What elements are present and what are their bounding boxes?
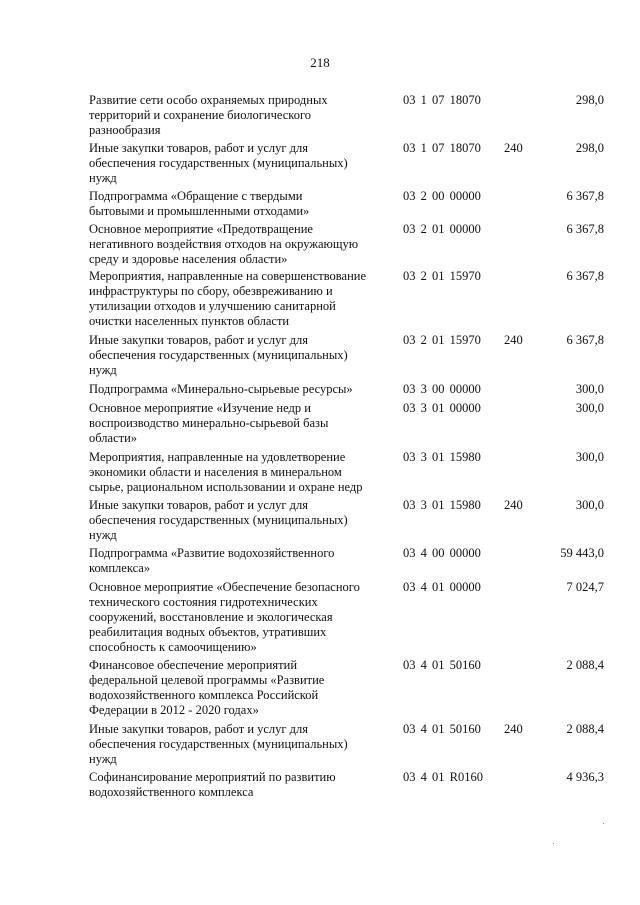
target-article-code: 03 3 00 00000	[403, 382, 481, 396]
row-description: Подпрограмма «Развитие водохозяйственного комплекса»	[89, 546, 335, 575]
row-description: Иные закупки товаров, работ и услуг для обеспечения государственных (муниципальных) нужд	[89, 498, 348, 542]
amount: 300,0	[575, 450, 604, 464]
row-description: Основное мероприятие «Изучение недр и воспроизводство минерально-сырьевой базы области»	[89, 401, 329, 445]
amount: 6 367,8	[566, 189, 604, 203]
page-number: 218	[310, 55, 330, 70]
row-description: Иные закупки товаров, работ и услуг для обеспечения государственных (муниципальных) нужд	[89, 722, 348, 766]
amount: 298,0	[575, 141, 604, 155]
target-article-code: 03 3 01 15980	[403, 450, 481, 464]
expense-type-code: 240	[504, 722, 523, 736]
target-article-code: 03 2 01 00000	[403, 222, 481, 236]
row-description: Иные закупки товаров, работ и услуг для обеспечения государственных (муниципальных) нужд	[89, 333, 348, 377]
amount: 298,0	[575, 93, 604, 107]
target-article-code: 03 2 01 15970	[403, 333, 481, 347]
target-article-code: 03 1 07 18070	[403, 141, 481, 155]
amount: 6 367,8	[566, 222, 604, 236]
target-article-code: 03 4 01 00000	[403, 580, 481, 594]
row-description: Подпрограмма «Минерально-сырьевые ресурсы»	[89, 382, 353, 396]
row-description: Софинансирование мероприятий по развитию водохозяйственного комплекса	[89, 770, 336, 799]
target-article-code: 03 3 01 00000	[403, 401, 481, 415]
row-description: Основное мероприятие «Обеспечение безопасного технического состояния гидротехнических сооружений, восстановление и экологическая реабилитация водных объектов, утративших способность к самоочищению»	[89, 580, 360, 654]
row-description: Подпрограмма «Обращение с твердыми бытовыми и промышленными отходами»	[89, 189, 310, 218]
expense-type-code: 240	[504, 333, 523, 347]
scan-speck	[553, 843, 554, 844]
target-article-code: 03 4 01 50160	[403, 658, 481, 672]
amount: 300,0	[575, 382, 604, 396]
amount: 6 367,8	[566, 333, 604, 347]
amount: 4 936,3	[566, 770, 604, 784]
target-article-code: 03 1 07 18070	[403, 93, 481, 107]
row-description: Мероприятия, направленные на совершенствование инфраструктуры по сбору, обезвреживанию и утилизации отходов и улучшению санитарной очистки населенных пунктов области	[89, 269, 367, 328]
target-article-code: 03 2 01 15970	[403, 269, 481, 283]
amount: 6 367,8	[566, 269, 604, 283]
target-article-code: 03 4 01 R0160	[403, 770, 483, 784]
row-description: Развитие сети особо охраняемых природных территорий и сохранение биологического разнообразия	[89, 93, 328, 137]
target-article-code: 03 2 00 00000	[403, 189, 481, 203]
amount: 59 443,0	[560, 546, 604, 560]
target-article-code: 03 4 00 00000	[403, 546, 481, 560]
amount: 7 024,7	[566, 580, 604, 594]
amount: 300,0	[575, 498, 604, 512]
amount: 300,0	[575, 401, 604, 415]
row-description: Финансовое обеспечение мероприятий федеральной целевой программы «Развитие водохозяйственного комплекса Российской Федерации в 2012 - 2020 годах»	[89, 658, 325, 717]
row-description: Мероприятия, направленные на удовлетворение экономики области и населения в минеральном сырье, рациональном использовании и охране недр	[89, 450, 363, 494]
row-description: Иные закупки товаров, работ и услуг для обеспечения государственных (муниципальных) нужд	[89, 141, 348, 185]
expense-type-code: 240	[504, 141, 523, 155]
target-article-code: 03 3 01 15980	[403, 498, 481, 512]
target-article-code: 03 4 01 50160	[403, 722, 481, 736]
scan-speck	[603, 823, 604, 824]
amount: 2 088,4	[566, 658, 604, 672]
amount: 2 088,4	[566, 722, 604, 736]
row-description: Основное мероприятие «Предотвращение негативного воздействия отходов на окружающую среду и здоровье населения области»	[89, 222, 359, 266]
expense-type-code: 240	[504, 498, 523, 512]
